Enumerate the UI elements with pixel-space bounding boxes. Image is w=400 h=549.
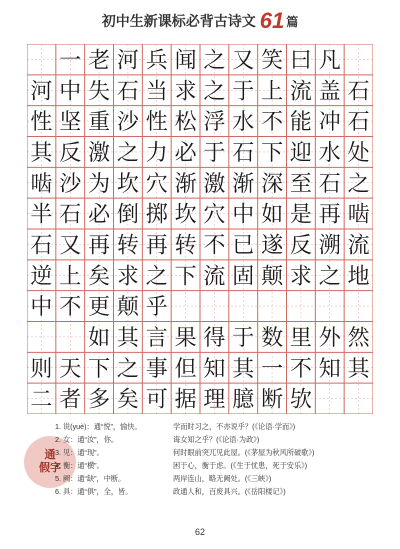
grid-character: 石 <box>116 79 139 105</box>
grid-character: 深 <box>261 171 284 197</box>
grid-character: 石 <box>318 171 341 197</box>
grid-character: 凡 <box>318 48 341 74</box>
note-example: 诲女知之乎？(《论语·为政》) <box>173 435 260 444</box>
grid-character: 河 <box>116 48 139 74</box>
note-example: 何时眼前突兀见此屋。(《茅屋为秋风所破歌》) <box>173 448 315 457</box>
grid-character: 其 <box>116 325 139 351</box>
grid-character: 必 <box>174 140 197 166</box>
grid-character: 求 <box>174 79 197 105</box>
grid-character: 更 <box>88 295 111 321</box>
note-definition: 2. 女：通“汝”，你。 <box>55 435 119 444</box>
book-suffix: 篇 <box>286 14 299 29</box>
grid-character: 之 <box>203 79 226 105</box>
grid-character: 性 <box>145 110 168 136</box>
grid-character: 知 <box>203 356 226 382</box>
badge-line-2: 假字 <box>39 462 61 474</box>
grid-character: 穴 <box>203 202 226 228</box>
grid-character: 溯 <box>318 233 341 259</box>
grid-character: 再 <box>88 233 111 259</box>
grid-character: 啮 <box>347 202 370 228</box>
grid-character: 数 <box>261 325 284 351</box>
grid-character: 矣 <box>116 387 139 413</box>
grid-character: 老 <box>88 48 111 74</box>
note-example: 政通人和，百废具兴。(《岳阳楼记》) <box>173 487 286 496</box>
grid-character: 二 <box>30 387 53 413</box>
grid-character: 石 <box>232 140 255 166</box>
page-number: 62 <box>194 527 205 537</box>
grid-character: 矣 <box>88 264 111 290</box>
tianzige-grid <box>27 44 373 414</box>
grid-character: 知 <box>318 356 341 382</box>
grid-character: 之 <box>347 171 370 197</box>
grid-character: 之 <box>116 356 139 382</box>
grid-character: 可 <box>145 387 168 413</box>
grid-character: 激 <box>203 171 226 197</box>
grid-character: 石 <box>347 79 370 105</box>
grid-character: 渐 <box>232 171 255 197</box>
grid-character: 天 <box>59 356 82 382</box>
grid-character: 中 <box>59 79 82 105</box>
grid-character: 之 <box>145 264 168 290</box>
grid-character: 是 <box>289 202 312 228</box>
grid-character: 之 <box>203 48 226 74</box>
note-definition: 5. 阙：通“缺”，中断。 <box>55 474 126 483</box>
badge-line-1: 通 <box>44 449 56 461</box>
grid-character: 浮 <box>203 110 226 136</box>
grid-character: 果 <box>174 325 197 351</box>
note-definition: 3. 见：通“现”。 <box>55 448 104 457</box>
grid-character: 但 <box>174 356 197 382</box>
grid-character: 不 <box>261 110 284 136</box>
grid-character: 石 <box>30 233 53 259</box>
grid-character: 啮 <box>30 171 53 197</box>
grid-character: 流 <box>347 233 370 259</box>
grid-character: 如 <box>261 202 284 228</box>
note-definition: 6. 具：通“俱”，全，皆。 <box>55 487 133 496</box>
grid-character: 多 <box>88 387 111 413</box>
grid-character: 如 <box>88 325 111 351</box>
grid-character: 上 <box>59 264 82 290</box>
grid-character: 激 <box>88 140 111 166</box>
grid-character: 穴 <box>145 171 168 197</box>
grid-character: 冲 <box>318 110 341 136</box>
grid-character: 中 <box>30 295 53 321</box>
grid-character: 松 <box>174 110 197 136</box>
grid-character: 处 <box>347 140 370 166</box>
grid-character: 转 <box>116 233 139 259</box>
grid-character: 求 <box>116 264 139 290</box>
grid-character: 性 <box>30 110 53 136</box>
grid-character: 于 <box>232 325 255 351</box>
grid-character: 固 <box>232 264 255 290</box>
book-title: 初中生新课标必背古诗文 <box>101 13 256 29</box>
grid-character: 河 <box>30 79 53 105</box>
grid-character: 不 <box>203 233 226 259</box>
grid-character: 乎 <box>145 295 168 321</box>
grid-character: 迎 <box>289 140 312 166</box>
grid-character: 者 <box>59 387 82 413</box>
grid-character: 中 <box>232 202 255 228</box>
grid-character: 已 <box>232 233 255 259</box>
grid-character: 再 <box>318 202 341 228</box>
grid-character: 闻 <box>174 48 197 74</box>
grid-character: 则 <box>30 356 53 382</box>
grid-character: 断 <box>261 387 284 413</box>
note-row <box>55 472 375 485</box>
grid-character: 失 <box>88 79 111 105</box>
grid-character: 下 <box>88 356 111 382</box>
grid-character: 坚 <box>59 110 82 136</box>
grid-character: 盖 <box>318 79 341 105</box>
grid-character: 逆 <box>30 264 53 290</box>
grid-character: 得 <box>203 325 226 351</box>
note-definition: 4. 衡：通“横”。 <box>55 461 104 470</box>
book-number: 61 <box>259 8 285 33</box>
grid-character: 颠 <box>261 264 284 290</box>
grid-character: 重 <box>88 110 111 136</box>
grid-character: 欤 <box>289 387 312 413</box>
grid-character: 曰 <box>289 48 312 74</box>
grid-character: 于 <box>232 79 255 105</box>
grid-character: 于 <box>203 140 226 166</box>
page-header <box>0 0 400 42</box>
grid-character: 流 <box>203 264 226 290</box>
grid-character: 掷 <box>145 202 168 228</box>
grid-character: 之 <box>318 264 341 290</box>
grid-character: 事 <box>145 356 168 382</box>
grid-character: 为 <box>88 171 111 197</box>
notes-list <box>55 420 375 498</box>
grid-character: 地 <box>347 264 370 290</box>
grid-character: 再 <box>145 233 168 259</box>
grid-character: 反 <box>59 140 82 166</box>
note-row <box>55 459 375 472</box>
note-example: 困于心，衡于虑。(《生于忧患，死于安乐》) <box>173 461 308 470</box>
grid-character: 不 <box>59 295 82 321</box>
grid-character: 其 <box>347 356 370 382</box>
grid-character: 颠 <box>116 295 139 321</box>
grid-character: 其 <box>232 356 255 382</box>
grid-character: 一 <box>261 356 284 382</box>
grid-character: 坎 <box>116 171 139 197</box>
grid-character: 石 <box>347 110 370 136</box>
grid-character: 石 <box>59 202 82 228</box>
grid-character: 然 <box>347 325 370 351</box>
grid-character: 力 <box>145 140 168 166</box>
grid-character: 求 <box>289 264 312 290</box>
grid-character: 遂 <box>261 233 284 259</box>
grid-character: 坎 <box>174 202 197 228</box>
grid-character: 转 <box>174 233 197 259</box>
grid-character: 半 <box>30 202 53 228</box>
grid-character: 兵 <box>145 48 168 74</box>
note-definition: 1. 说(yuè)：通“悦”，愉快。 <box>55 422 142 431</box>
grid-character: 下 <box>261 140 284 166</box>
grid-character: 沙 <box>116 110 139 136</box>
grid-character: 又 <box>59 233 82 259</box>
grid-character: 当 <box>145 79 168 105</box>
grid-character: 渐 <box>174 171 197 197</box>
grid-character: 之 <box>116 140 139 166</box>
grid-character: 倒 <box>116 202 139 228</box>
grid-character: 不 <box>289 356 312 382</box>
note-row <box>55 446 375 459</box>
note-row <box>55 485 375 498</box>
grid-character: 理 <box>203 387 226 413</box>
grid-character: 水 <box>318 140 341 166</box>
grid-character: 一 <box>59 48 82 74</box>
note-row <box>55 433 375 446</box>
grid-character: 水 <box>232 110 255 136</box>
note-example: 两岸连山，略无阙处。(《三峡》) <box>173 474 272 483</box>
grid-character: 能 <box>289 110 312 136</box>
grid-character: 笑 <box>261 48 284 74</box>
grid-character: 上 <box>261 79 284 105</box>
grid-character: 臆 <box>232 387 255 413</box>
grid-character: 其 <box>30 140 53 166</box>
grid-character: 反 <box>289 233 312 259</box>
grid-character: 下 <box>174 264 197 290</box>
note-example: 学而时习之，不亦说乎？(《论语·学而》) <box>173 422 296 431</box>
grid-character: 外 <box>318 325 341 351</box>
grid-character: 流 <box>289 79 312 105</box>
grid-character: 必 <box>88 202 111 228</box>
note-row <box>55 420 375 433</box>
grid-character: 据 <box>174 387 197 413</box>
grid-character: 沙 <box>59 171 82 197</box>
grid-character: 又 <box>232 48 255 74</box>
grid-character: 至 <box>289 171 312 197</box>
grid-svg <box>27 44 373 414</box>
grid-character: 里 <box>289 325 312 351</box>
grid-character: 言 <box>145 325 168 351</box>
